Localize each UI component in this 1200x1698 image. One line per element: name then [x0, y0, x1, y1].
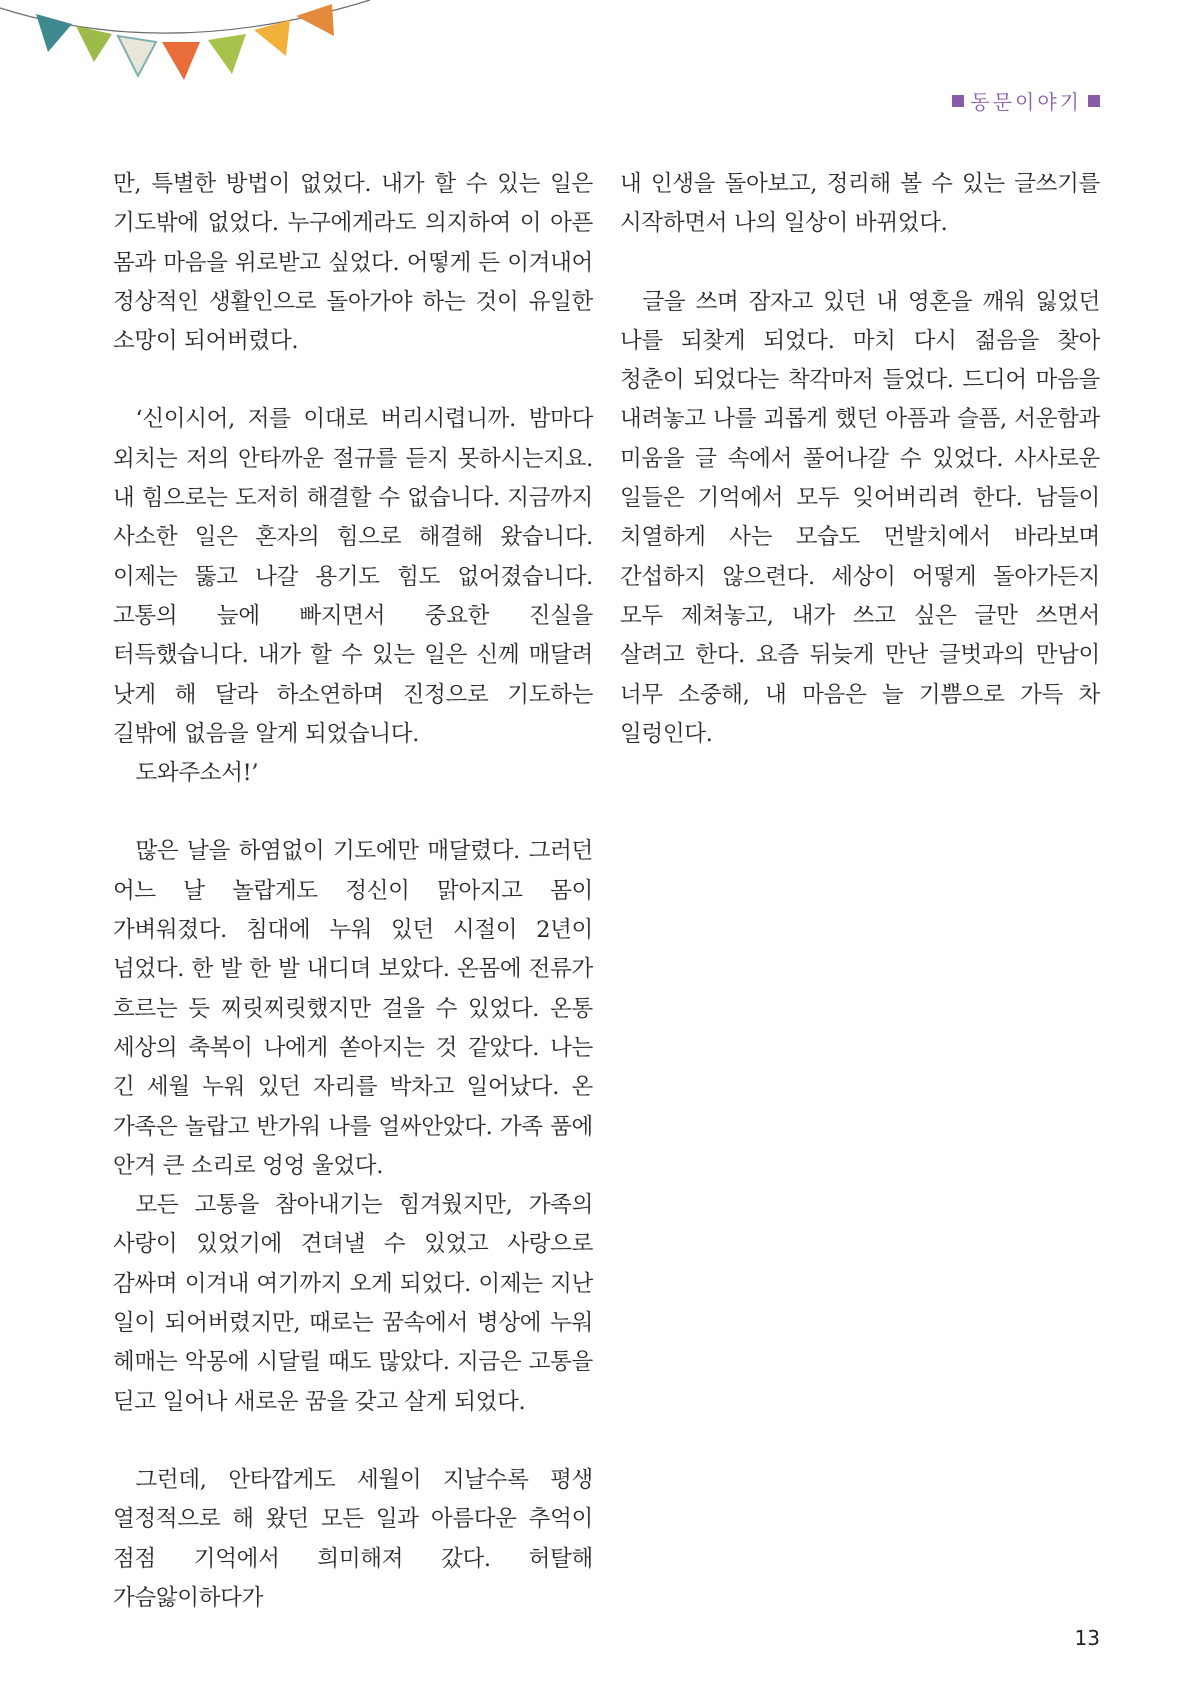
- bunting-flags-icon: [0, 0, 380, 100]
- square-icon: [952, 95, 964, 107]
- paragraph: 글을 쓰며 잠자고 있던 내 영혼을 깨워 잃었던 나를 되찾게 되었다. 마치 다시 젊음을 찾아 청춘이 되었다는 착각마저 들었다. 드디어 마음을 내려놓고 나를 괴롭게 했던 아픔과 슬픔, 서운함과 미움을 글 속에서 풀어나갈 수 있었다. 사사로운 일들은 기억에서 모두 잊어버리려 한다. 남들이 치열하게 사는 모습도 먼발치에서 바라보며 간섭하지 않으련다. 세상이 어떻게 돌아가든지 모두 제쳐놓고, 내가 쓰고 싶은 글만 쓰면서 살려고 한다. 요즘 뒤늦게 만난 글벗과의 만남이 너무 소중해, 내 마음은 늘 기쁨으로 가득 차 일렁인다.: [620, 288, 1100, 747]
- paragraph: 그런데, 안타깝게도 세월이 지날수록 평생 열정적으로 해 왔던 모든 일과 아름다운 추억이 점점 기억에서 희미해져 갔다. 허탈해 가슴앓이하다가: [113, 1466, 593, 1611]
- bunting-flag: [118, 36, 156, 76]
- square-icon: [1088, 95, 1100, 107]
- bunting-flag: [36, 14, 72, 52]
- paragraph: 많은 날을 하염없이 기도에만 매달렸다. 그러던 어느 날 놀랍게도 정신이 맑아지고 몸이 가벼워졌다. 침대에 누워 있던 시절이 2년이 넘었다. 한 발 한 발 내디뎌 보았다. 온몸에 전류가 흐르는 듯 찌릿찌릿했지만 걸을 수 있었다. 온통 세상의 축복이 나에게 쏟아지는 것 같았다. 나는 긴 세월 누워 있던 자리를 박차고 일어났다. 온 가족은 놀랍고 반가워 나를 얼싸안았다. 가족 품에 안겨 큰 소리로 엉엉 울었다.: [113, 838, 593, 1179]
- bunting-flag: [208, 34, 246, 74]
- article-right-column: [620, 165, 1100, 754]
- bunting-flag: [162, 42, 200, 80]
- article-left-column: [113, 165, 593, 1618]
- prayer-quote-end: 도와주소서!’: [135, 760, 259, 787]
- section-label-text: 동문이야기: [970, 90, 1082, 114]
- paragraph: 만, 특별한 방법이 없었다. 내가 할 수 있는 일은 기도밖에 없었다. 누구에게라도 의지하여 이 아픈 몸과 마음을 위로받고 싶었다. 어떻게 든 이겨내어 정상적인 생활인으로 돌아가야 하는 것이 유일한 소망이 되어버렸다.: [113, 171, 593, 355]
- prayer-quote: ‘신이시어, 저를 이대로 버리시렵니까. 밤마다 외치는 저의 안타까운 절규를 듣지 못하시는지요. 내 힘으로는 도저히 해결할 수 없습니다. 지금까지 사소한 일은 혼자의 힘으로 해결해 왔습니다. 이제는 뚫고 나갈 용기도 힘도 없어졌습니다. 고통의 늪에 빠지면서 중요한 진실을 터득했습니다. 내가 할 수 있는 일은 신께 매달려 낫게 해 달라 하소연하며 진정으로 기도하는 길밖에 없음을 알게 되었습니다.: [113, 406, 593, 747]
- bunting-flag: [76, 26, 112, 62]
- paragraph: 모든 고통을 참아내기는 힘겨웠지만, 가족의 사랑이 있었기에 견뎌낼 수 있었고 사랑으로 감싸며 이겨내 여기까지 오게 되었다. 이제는 지난 일이 되어버렸지만, 때로는 꿈속에서 병상에 누워 헤매는 악몽에 시달릴 때도 많았다. 지금은 고통을 딛고 일어나 새로운 꿈을 갖고 살게 되었다.: [113, 1192, 593, 1415]
- section-label: [952, 86, 1100, 115]
- page-number: 13: [1074, 1626, 1100, 1650]
- paragraph: 내 인생을 돌아보고, 정리해 볼 수 있는 글쓰기를 시작하면서 나의 일상이 바뀌었다.: [620, 171, 1100, 237]
- bunting-flag: [296, 4, 334, 36]
